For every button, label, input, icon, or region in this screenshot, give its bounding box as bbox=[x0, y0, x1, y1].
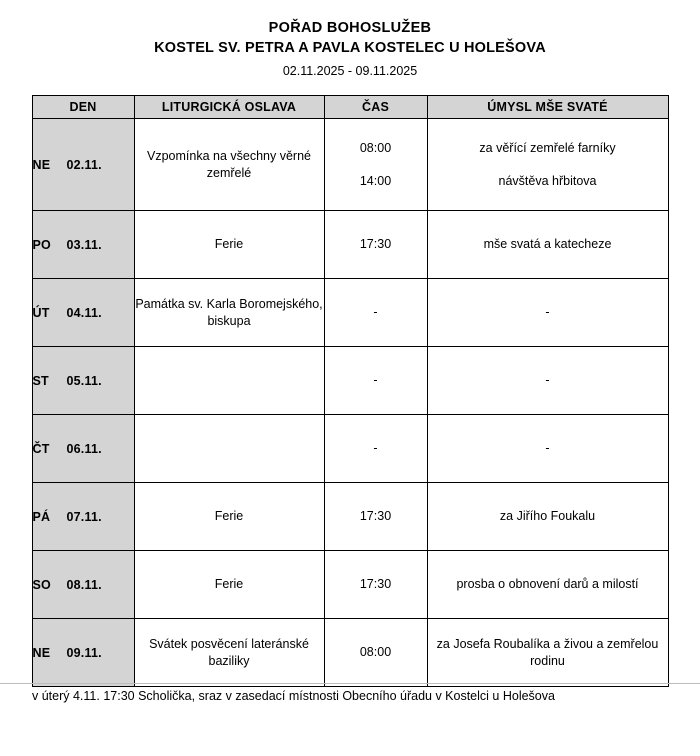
day-cell bbox=[32, 279, 134, 347]
day-of-week: NE bbox=[32, 157, 51, 172]
intent-value: za věřící zemřelé farníky bbox=[479, 140, 616, 155]
day-date: 03.11. bbox=[66, 237, 102, 252]
liturgy-cell bbox=[134, 347, 324, 415]
day-cell bbox=[32, 415, 134, 483]
time-cell: - bbox=[324, 415, 427, 483]
footer-divider bbox=[0, 683, 700, 684]
table-header-row bbox=[32, 96, 668, 119]
column-header-day: DEN bbox=[32, 96, 134, 119]
time-cell: - bbox=[324, 279, 427, 347]
day-of-week: ÚT bbox=[32, 305, 50, 320]
time-cell bbox=[324, 119, 427, 211]
table-row bbox=[32, 619, 668, 687]
day-cell bbox=[32, 483, 134, 551]
schedule-table bbox=[32, 95, 669, 687]
day-of-week: SO bbox=[32, 577, 51, 592]
table-row bbox=[32, 347, 668, 415]
intent-cell: - bbox=[427, 347, 668, 415]
table-body bbox=[32, 119, 668, 687]
day-date: 08.11. bbox=[66, 577, 102, 592]
liturgy-cell: Ferie bbox=[134, 551, 324, 619]
column-header-liturgy: LITURGICKÁ OSLAVA bbox=[134, 96, 324, 119]
liturgy-cell: Svátek posvěcení lateránské baziliky bbox=[134, 619, 324, 687]
table-row bbox=[32, 415, 668, 483]
day-date: 04.11. bbox=[66, 305, 102, 320]
time-cell: 08:00 bbox=[324, 619, 427, 687]
time-value: 14:00 bbox=[359, 173, 392, 188]
time-value: 08:00 bbox=[359, 140, 392, 155]
day-date: 07.11. bbox=[66, 509, 102, 524]
table-row bbox=[32, 119, 668, 211]
liturgy-cell: Vzpomínka na všechny věrné zemřelé bbox=[134, 119, 324, 211]
intent-cell: za Josefa Roubalíka a živou a zemřelou rodinu bbox=[427, 619, 668, 687]
table-row bbox=[32, 211, 668, 279]
day-cell bbox=[32, 119, 134, 211]
day-of-week: PÁ bbox=[32, 509, 51, 524]
liturgy-cell: Ferie bbox=[134, 211, 324, 279]
footnote-text: v úterý 4.11. 17:30 Scholička, sraz v zasedací místnosti Obecního úřadu v Kostelci u Holešova bbox=[32, 689, 555, 703]
day-date: 06.11. bbox=[66, 441, 102, 456]
intent-cell: mše svatá a katecheze bbox=[427, 211, 668, 279]
day-of-week: NE bbox=[32, 645, 51, 660]
day-of-week: PO bbox=[32, 237, 51, 252]
time-cell: 17:30 bbox=[324, 211, 427, 279]
column-header-intent: ÚMYSL MŠE SVATÉ bbox=[427, 96, 668, 119]
day-date: 05.11. bbox=[66, 373, 102, 388]
day-cell bbox=[32, 619, 134, 687]
day-cell bbox=[32, 211, 134, 279]
table-row bbox=[32, 551, 668, 619]
intent-cell: prosba o obnovení darů a milostí bbox=[427, 551, 668, 619]
time-spacer bbox=[325, 157, 427, 173]
liturgy-cell bbox=[134, 415, 324, 483]
document-date-range: 02.11.2025 - 09.11.2025 bbox=[282, 64, 418, 78]
document-subtitle: KOSTEL SV. PETRA A PAVLA KOSTELEC U HOLEŠOVA bbox=[154, 40, 546, 56]
day-of-week: ST bbox=[32, 373, 49, 388]
intent-cell: za Jiřího Foukalu bbox=[427, 483, 668, 551]
day-cell bbox=[32, 551, 134, 619]
day-date: 09.11. bbox=[66, 645, 102, 660]
liturgy-cell: Ferie bbox=[134, 483, 324, 551]
day-cell bbox=[32, 347, 134, 415]
document-header bbox=[0, 0, 700, 81]
intent-cell: - bbox=[427, 415, 668, 483]
intent-cell: - bbox=[427, 279, 668, 347]
day-date: 02.11. bbox=[66, 157, 102, 172]
time-cell: 17:30 bbox=[324, 483, 427, 551]
day-of-week: ČT bbox=[32, 441, 50, 456]
column-header-time: ČAS bbox=[324, 96, 427, 119]
table-row bbox=[32, 279, 668, 347]
document-title: POŘAD BOHOSLUŽEB bbox=[268, 20, 432, 36]
time-cell: - bbox=[324, 347, 427, 415]
intent-value: návštěva hřbitova bbox=[498, 173, 597, 188]
table-row bbox=[32, 483, 668, 551]
liturgy-cell: Památka sv. Karla Boromejského, biskupa bbox=[134, 279, 324, 347]
time-cell: 17:30 bbox=[324, 551, 427, 619]
intent-spacer bbox=[428, 157, 668, 173]
intent-cell bbox=[427, 119, 668, 211]
